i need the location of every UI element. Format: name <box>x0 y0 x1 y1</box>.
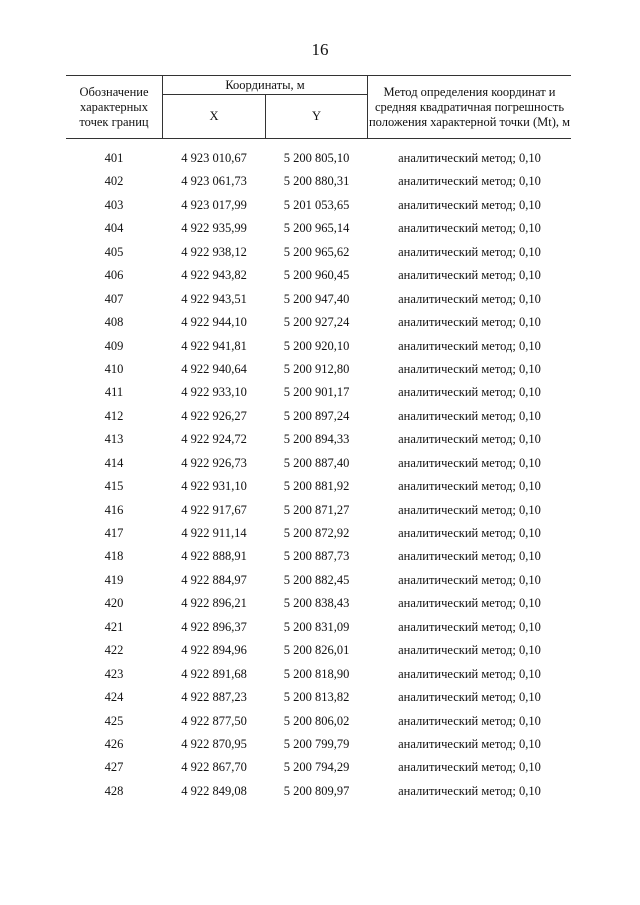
coord-x: 4 922 896,37 <box>181 619 247 634</box>
table-row <box>66 545 571 568</box>
point-id: 403 <box>104 197 124 212</box>
coord-x: 4 922 884,97 <box>181 572 247 587</box>
coord-x: 4 922 933,10 <box>181 385 247 400</box>
coord-x: 4 922 877,50 <box>181 713 247 728</box>
point-id: 422 <box>104 643 124 658</box>
coord-y: 5 200 965,62 <box>283 244 350 259</box>
coord-x: 4 922 944,10 <box>181 315 247 330</box>
point-id: 427 <box>104 760 124 775</box>
point-id: 408 <box>104 315 124 330</box>
coord-y: 5 200 872,92 <box>283 526 350 540</box>
table-body <box>66 147 571 803</box>
point-id: 419 <box>104 572 124 587</box>
point-id: 410 <box>104 361 124 376</box>
coord-y: 5 200 826,01 <box>283 643 350 658</box>
column-divider <box>265 95 266 138</box>
table-row <box>66 499 571 522</box>
point-id: 406 <box>104 268 124 283</box>
coord-x: 4 922 887,23 <box>181 690 247 705</box>
header-y: Y <box>311 109 322 123</box>
table-row <box>66 288 571 311</box>
coord-x: 4 922 938,12 <box>181 244 247 259</box>
table-row <box>66 452 571 475</box>
coord-x: 4 922 891,68 <box>181 666 247 681</box>
coord-x: 4 922 870,95 <box>181 736 247 751</box>
coord-x: 4 922 924,72 <box>181 432 247 447</box>
method: аналитический метод; 0,10 <box>398 361 541 376</box>
point-id: 418 <box>104 549 124 564</box>
coord-x: 4 922 926,27 <box>181 408 247 423</box>
coord-y: 5 200 920,10 <box>283 338 350 353</box>
method: аналитический метод; 0,10 <box>398 268 541 283</box>
point-id: 423 <box>104 666 124 681</box>
point-id: 417 <box>104 526 124 540</box>
method: аналитический метод; 0,10 <box>398 549 541 564</box>
table-row <box>66 217 571 240</box>
point-id: 409 <box>104 338 124 353</box>
coord-x: 4 922 896,21 <box>181 596 247 611</box>
table-row <box>66 686 571 709</box>
page-number: 16 <box>311 40 329 59</box>
table-row <box>66 616 571 639</box>
method: аналитический метод; 0,10 <box>398 174 541 189</box>
table-header <box>66 75 571 139</box>
coord-y: 5 200 887,40 <box>283 455 350 470</box>
method: аналитический метод; 0,10 <box>398 736 541 751</box>
table-row <box>66 733 571 756</box>
coord-y: 5 200 818,90 <box>283 666 350 681</box>
method: аналитический метод; 0,10 <box>398 291 541 306</box>
method: аналитический метод; 0,10 <box>398 596 541 611</box>
coord-y: 5 201 053,65 <box>283 197 350 212</box>
point-id: 407 <box>104 291 124 306</box>
table-row <box>66 311 571 334</box>
coord-y: 5 200 881,92 <box>283 479 350 494</box>
method: аналитический метод; 0,10 <box>398 338 541 353</box>
column-divider <box>162 76 163 138</box>
table-row <box>66 428 571 451</box>
coord-x: 4 922 917,67 <box>181 502 247 517</box>
table-row <box>66 147 571 170</box>
header-x: X <box>209 109 219 123</box>
table-row <box>66 405 571 428</box>
table-row <box>66 639 571 662</box>
point-id: 404 <box>104 221 124 236</box>
point-id: 416 <box>104 502 124 517</box>
coord-y: 5 200 897,24 <box>283 408 350 423</box>
coord-y: 5 200 799,79 <box>283 736 350 751</box>
table-row <box>66 264 571 287</box>
coord-y: 5 200 947,40 <box>283 291 350 306</box>
table-row <box>66 194 571 217</box>
table-row <box>66 710 571 733</box>
point-id: 413 <box>104 432 124 447</box>
coord-y: 5 200 838,43 <box>283 596 350 611</box>
method: аналитический метод; 0,10 <box>398 760 541 775</box>
coord-x: 4 923 017,99 <box>181 197 247 212</box>
point-id: 402 <box>104 174 124 189</box>
coord-y: 5 200 809,97 <box>283 783 350 798</box>
coord-y: 5 200 831,09 <box>283 619 350 634</box>
method: аналитический метод; 0,10 <box>398 783 541 798</box>
point-id: 401 <box>104 151 124 165</box>
table-row <box>66 756 571 779</box>
method: аналитический метод; 0,10 <box>398 221 541 236</box>
method: аналитический метод; 0,10 <box>398 502 541 517</box>
table-row <box>66 241 571 264</box>
coord-y: 5 200 880,31 <box>283 174 350 189</box>
coord-y: 5 200 901,17 <box>283 385 350 400</box>
coord-y: 5 200 960,45 <box>283 268 350 283</box>
point-id: 425 <box>104 713 124 728</box>
point-id: 428 <box>104 783 124 798</box>
coord-x: 4 922 849,08 <box>181 783 247 798</box>
method: аналитический метод; 0,10 <box>398 151 541 165</box>
table-row <box>66 335 571 358</box>
table-row <box>66 170 571 193</box>
table-row <box>66 358 571 381</box>
method: аналитический метод; 0,10 <box>398 713 541 728</box>
method: аналитический метод; 0,10 <box>398 690 541 705</box>
coord-x: 4 922 888,91 <box>181 549 247 564</box>
point-id: 411 <box>104 385 124 400</box>
coord-x: 4 922 911,14 <box>181 526 247 540</box>
method: аналитический метод; 0,10 <box>398 432 541 447</box>
header-designation: Обозначение характерных точек границ <box>79 84 149 129</box>
coord-y: 5 200 805,10 <box>283 151 350 165</box>
table-row <box>66 569 571 592</box>
method: аналитический метод; 0,10 <box>398 197 541 212</box>
table-row <box>66 381 571 404</box>
point-id: 424 <box>104 690 124 705</box>
point-id: 426 <box>104 736 124 751</box>
table-row <box>66 592 571 615</box>
method: аналитический метод; 0,10 <box>398 315 541 330</box>
coord-x: 4 922 940,64 <box>181 361 247 376</box>
coord-x: 4 922 943,82 <box>181 268 247 283</box>
coord-x: 4 923 010,67 <box>181 151 247 165</box>
table-row <box>66 475 571 498</box>
table-row <box>66 780 571 803</box>
table-row <box>66 522 571 545</box>
coord-x: 4 922 943,51 <box>181 291 247 306</box>
coord-y: 5 200 965,14 <box>283 221 350 236</box>
method: аналитический метод; 0,10 <box>398 479 541 494</box>
method: аналитический метод; 0,10 <box>398 666 541 681</box>
method: аналитический метод; 0,10 <box>398 455 541 470</box>
coord-y: 5 200 927,24 <box>283 315 350 330</box>
method: аналитический метод; 0,10 <box>398 526 541 540</box>
method: аналитический метод; 0,10 <box>398 643 541 658</box>
coord-y: 5 200 871,27 <box>283 502 350 517</box>
point-id: 414 <box>104 455 124 470</box>
coord-x: 4 922 926,73 <box>181 455 247 470</box>
method: аналитический метод; 0,10 <box>398 244 541 259</box>
point-id: 415 <box>104 479 124 494</box>
coord-y: 5 200 882,45 <box>283 572 350 587</box>
header-coordinates: Координаты, м <box>163 76 367 95</box>
coord-y: 5 200 794,29 <box>283 760 350 775</box>
point-id: 412 <box>104 408 124 423</box>
header-method: Метод определения координат и средняя квадратичная погрешность положения характерной точки (Мt), м <box>368 84 571 129</box>
table-row <box>66 663 571 686</box>
method: аналитический метод; 0,10 <box>398 408 541 423</box>
method: аналитический метод; 0,10 <box>398 572 541 587</box>
coord-y: 5 200 912,80 <box>283 361 350 376</box>
coord-x: 4 922 931,10 <box>181 479 247 494</box>
coord-x: 4 923 061,73 <box>181 174 247 189</box>
coord-x: 4 922 941,81 <box>181 338 247 353</box>
point-id: 405 <box>104 244 124 259</box>
method: аналитический метод; 0,10 <box>398 385 541 400</box>
coord-y: 5 200 806,02 <box>283 713 350 728</box>
coord-y: 5 200 894,33 <box>283 432 350 447</box>
point-id: 420 <box>104 596 124 611</box>
column-divider <box>367 76 368 138</box>
point-id: 421 <box>104 619 124 634</box>
coord-y: 5 200 813,82 <box>283 690 350 705</box>
method: аналитический метод; 0,10 <box>398 619 541 634</box>
coord-x: 4 922 867,70 <box>181 760 247 775</box>
coord-x: 4 922 894,96 <box>181 643 247 658</box>
coord-y: 5 200 887,73 <box>283 549 350 564</box>
coord-x: 4 922 935,99 <box>181 221 247 236</box>
